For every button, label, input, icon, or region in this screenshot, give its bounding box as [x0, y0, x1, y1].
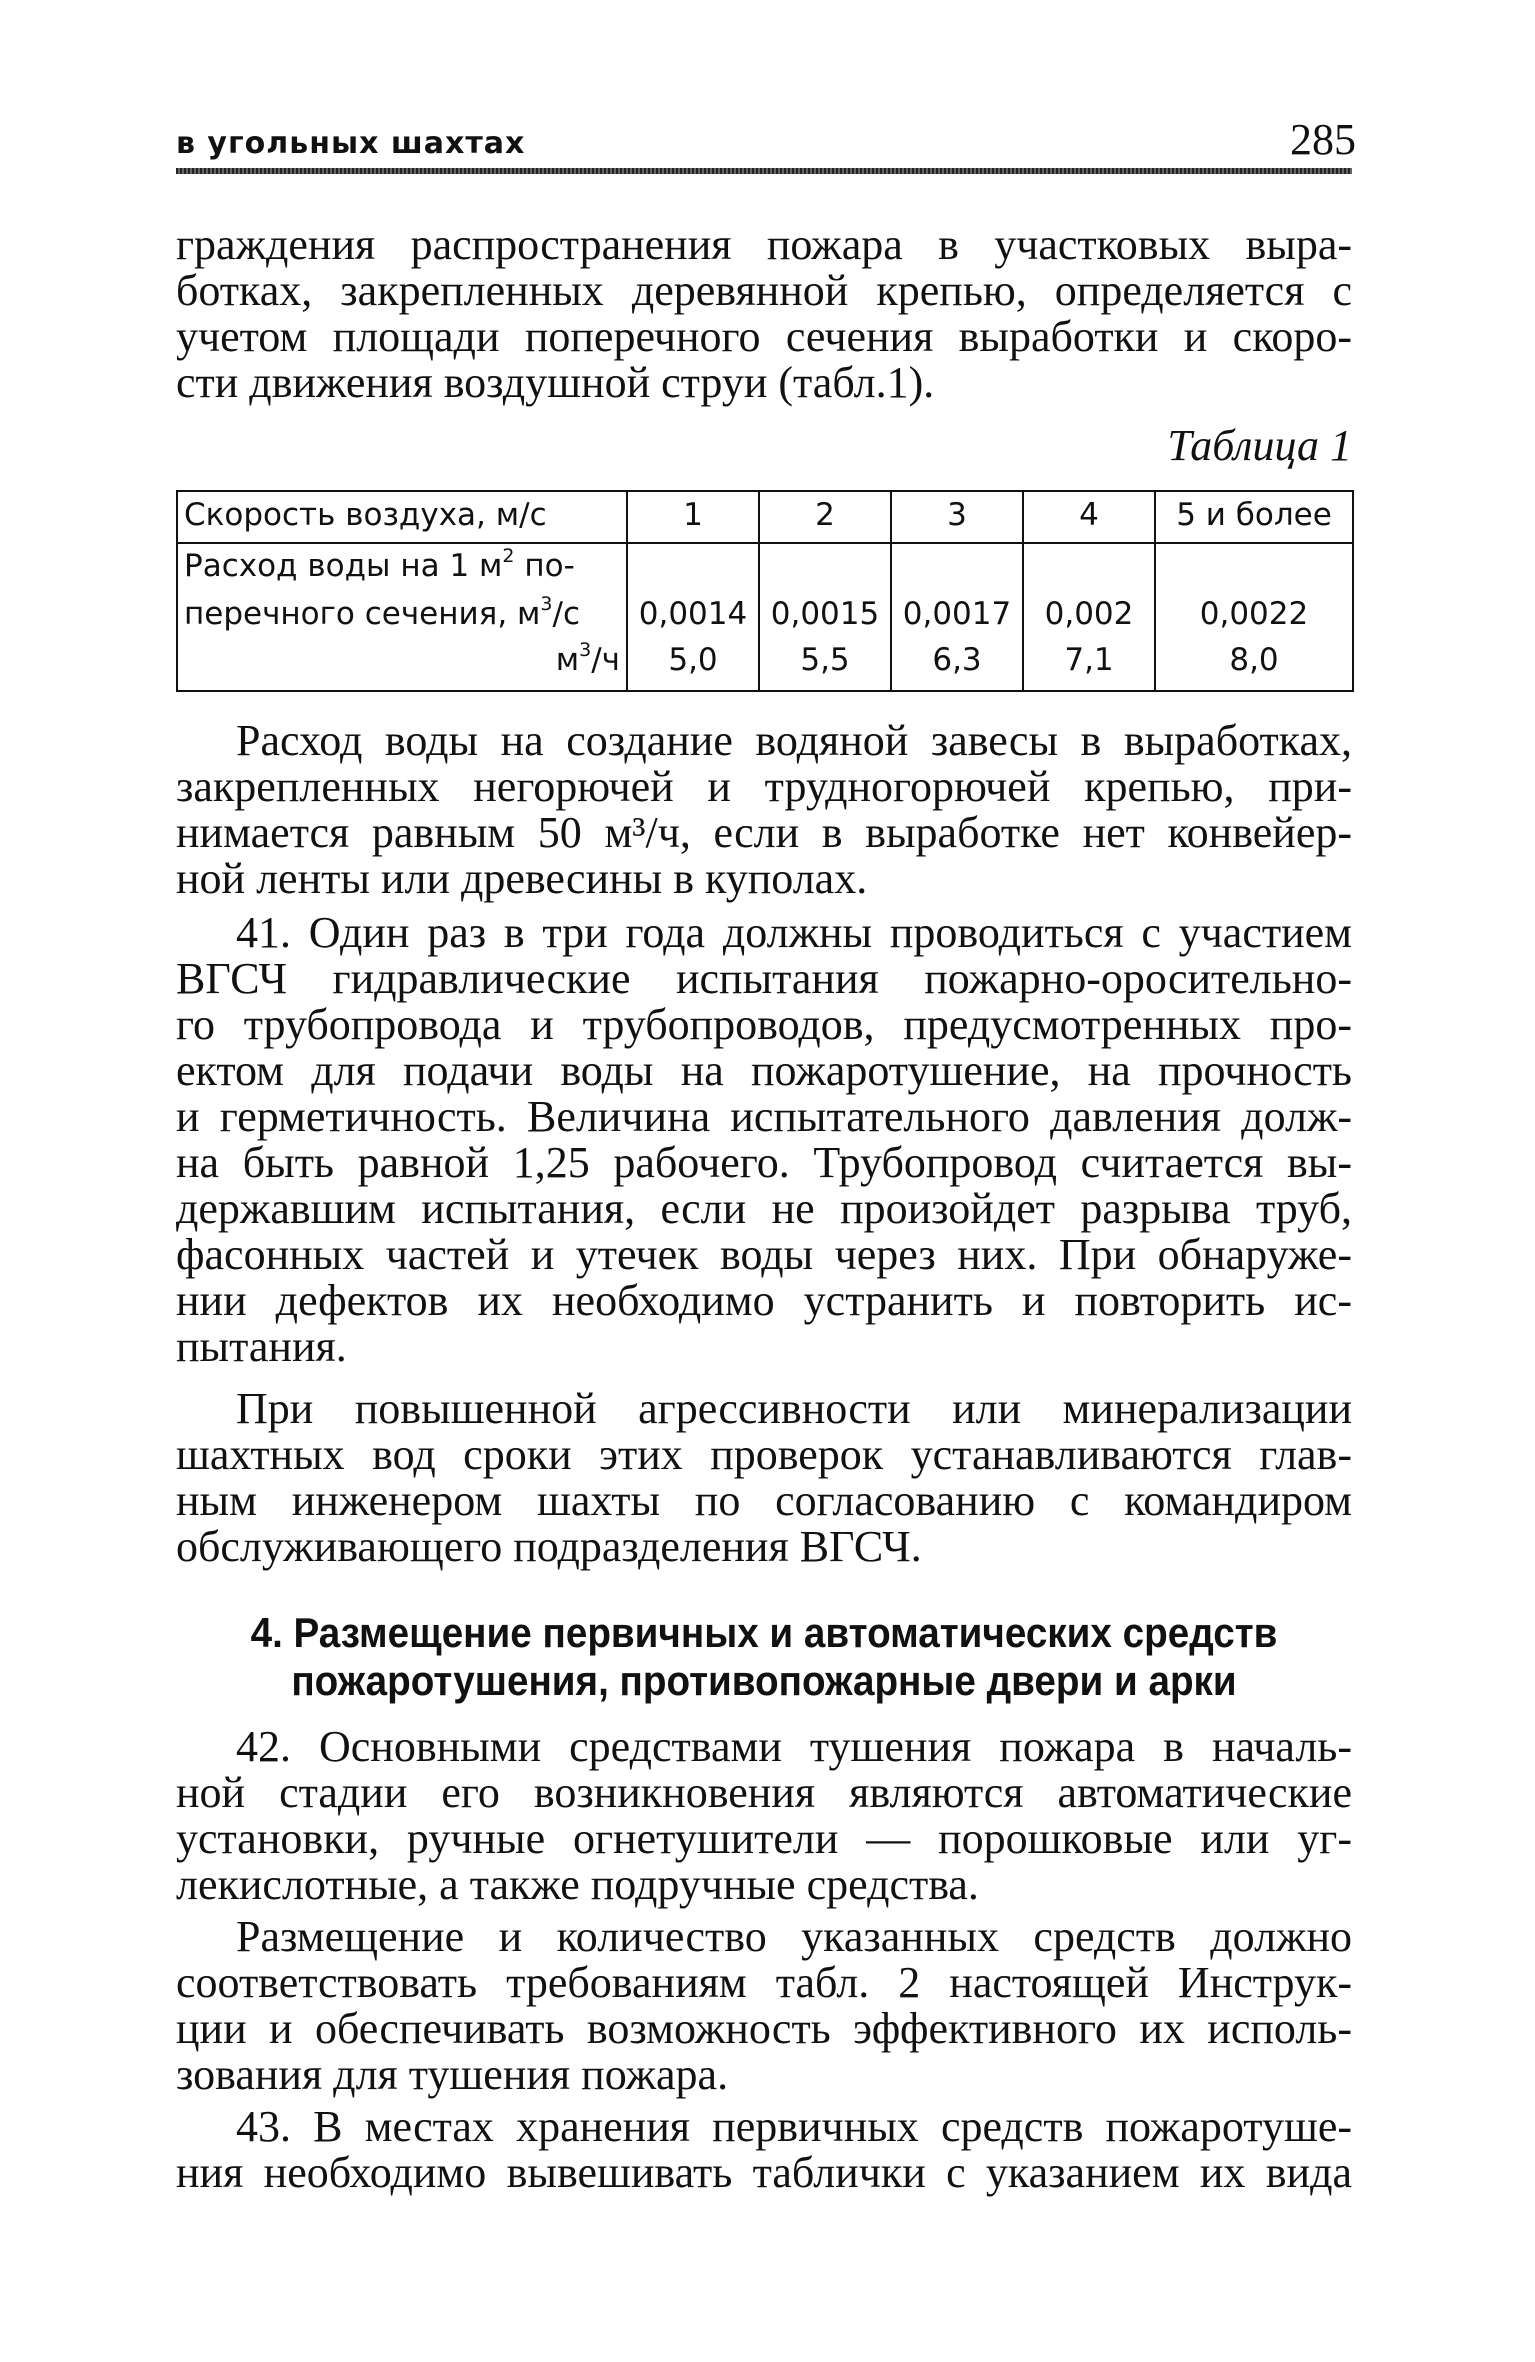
para-41-line: державшим испытания, если не произойдет разрыва труб, — [176, 1184, 1352, 1233]
placement-line: Размещение и количество указанных средств должно — [236, 1912, 1352, 1961]
placement-line: ции и обеспечивать возможность эффективного их исполь- — [176, 2004, 1352, 2053]
intro-line-4: сти движения воздушной струи (табл.1). — [176, 358, 935, 407]
water-curtain-line-3: нимается равным 50 м³/ч, если в выработке нет конвейер- — [176, 808, 1352, 857]
para-41-line: нии дефектов их необходимо устранить и повторить ис- — [176, 1276, 1352, 1325]
para-43-line: 43. В местах хранения первичных средств пожаротуше- — [236, 2102, 1352, 2151]
water-flow-table — [176, 490, 1354, 692]
flow-m3h-value: 6,3 — [932, 642, 982, 678]
flow-m3h-value: 8,0 — [1229, 642, 1279, 678]
para-41-line: фасонных частей и утечек воды через них. При обнаруже- — [176, 1230, 1352, 1279]
flow-row-label-line-3: $м^3/ч$ — [555, 639, 620, 678]
flow-m3h-value: 5,5 — [800, 642, 850, 678]
flow-m3s-value: 0,0015 — [770, 596, 880, 632]
intro-line-3: учетом площади поперечного сечения выработки и скоро- — [176, 312, 1352, 361]
para-41-line: пытания. — [176, 1322, 347, 1371]
flow-row-label-line-2: перечного сечения, $м^3/с$ — [184, 593, 581, 632]
para-42-line: 42. Основными средствами тушения пожара в началь- — [236, 1722, 1352, 1771]
running-header-title: в угольных шахтах — [176, 126, 526, 161]
para-41-line: 41. Один раз в три года должны проводиться с участием — [236, 908, 1352, 957]
table-caption: Таблица 1 — [1167, 421, 1352, 470]
para-42-line: лекислотные, а также подручные средства. — [176, 1860, 979, 1909]
para-41-line: ВГСЧ гидравлические испытания пожарно-оросительно- — [176, 954, 1352, 1003]
flow-m3h-value: 5,0 — [668, 642, 718, 678]
para-41-line: ектом для подачи воды на пожаротушение, на прочность — [176, 1046, 1352, 1095]
para-41-line: и герметичность. Величина испытательного давления долж- — [176, 1092, 1352, 1141]
flow-m3s-value: 0,0014 — [638, 596, 748, 632]
water-curtain-line-2: закрепленных негорючей и трудногорючей крепью, при- — [176, 762, 1352, 811]
flow-row-label-line-1: Расход воды на 1 $м^2$ по- — [184, 545, 575, 584]
table-divider — [178, 542, 1352, 544]
aggressiveness-line: шахтных вод сроки этих проверок устанавливаются глав- — [176, 1430, 1352, 1479]
speed-value: 4 — [1079, 497, 1099, 533]
section-heading-line-2: пожаротушения, противопожарные двери и арки — [291, 1657, 1237, 1704]
water-curtain-line-1: Расход воды на создание водяной завесы в выработках, — [236, 716, 1352, 765]
speed-value: 3 — [947, 497, 967, 533]
aggressiveness-line: обслуживающего подразделения ВГСЧ. — [176, 1522, 922, 1571]
water-curtain-line-4: ной ленты или древесины в куполах. — [176, 854, 868, 903]
speed-value: 2 — [815, 497, 835, 533]
flow-m3s-value: 0,002 — [1044, 596, 1134, 632]
para-42-line: установки, ручные огнетушители — порошковые или уг- — [176, 1814, 1352, 1863]
section-heading-line-1: 4. Размещение первичных и автоматических средств — [250, 1609, 1278, 1656]
flow-m3s-value: 0,0022 — [1199, 596, 1309, 632]
flow-m3s-value: 0,0017 — [902, 596, 1012, 632]
intro-line-1: граждения распространения пожара в участковых выра- — [176, 220, 1352, 269]
speed-value: 1 — [683, 497, 703, 533]
placement-line: соответствовать требованиям табл. 2 настоящей Инструк- — [176, 1958, 1352, 2007]
flow-m3h-value: 7,1 — [1064, 642, 1114, 678]
para-42-line: ной стадии его возникновения являются автоматические — [176, 1768, 1352, 1817]
intro-line-2: ботках, закрепленных деревянной крепью, определяется с — [176, 266, 1352, 315]
para-41-line: на быть равной 1,25 рабочего. Трубопровод считается вы- — [176, 1138, 1352, 1187]
header-rule — [176, 168, 1352, 174]
speed-row-label: Скорость воздуха, м/с — [184, 497, 547, 533]
para-43-line: ния необходимо вывешивать таблички с указанием их вида — [176, 2148, 1352, 2197]
aggressiveness-line: ным инженером шахты по согласованию с командиром — [176, 1476, 1352, 1525]
aggressiveness-line: При повышенной агрессивности или минерализации — [236, 1384, 1352, 1433]
speed-value: 5 и более — [1176, 497, 1332, 533]
placement-line: зования для тушения пожара. — [176, 2050, 729, 2099]
page-number: 285 — [1290, 115, 1356, 164]
para-41-line: го трубопровода и трубопроводов, предусмотренных про- — [176, 1000, 1352, 1049]
